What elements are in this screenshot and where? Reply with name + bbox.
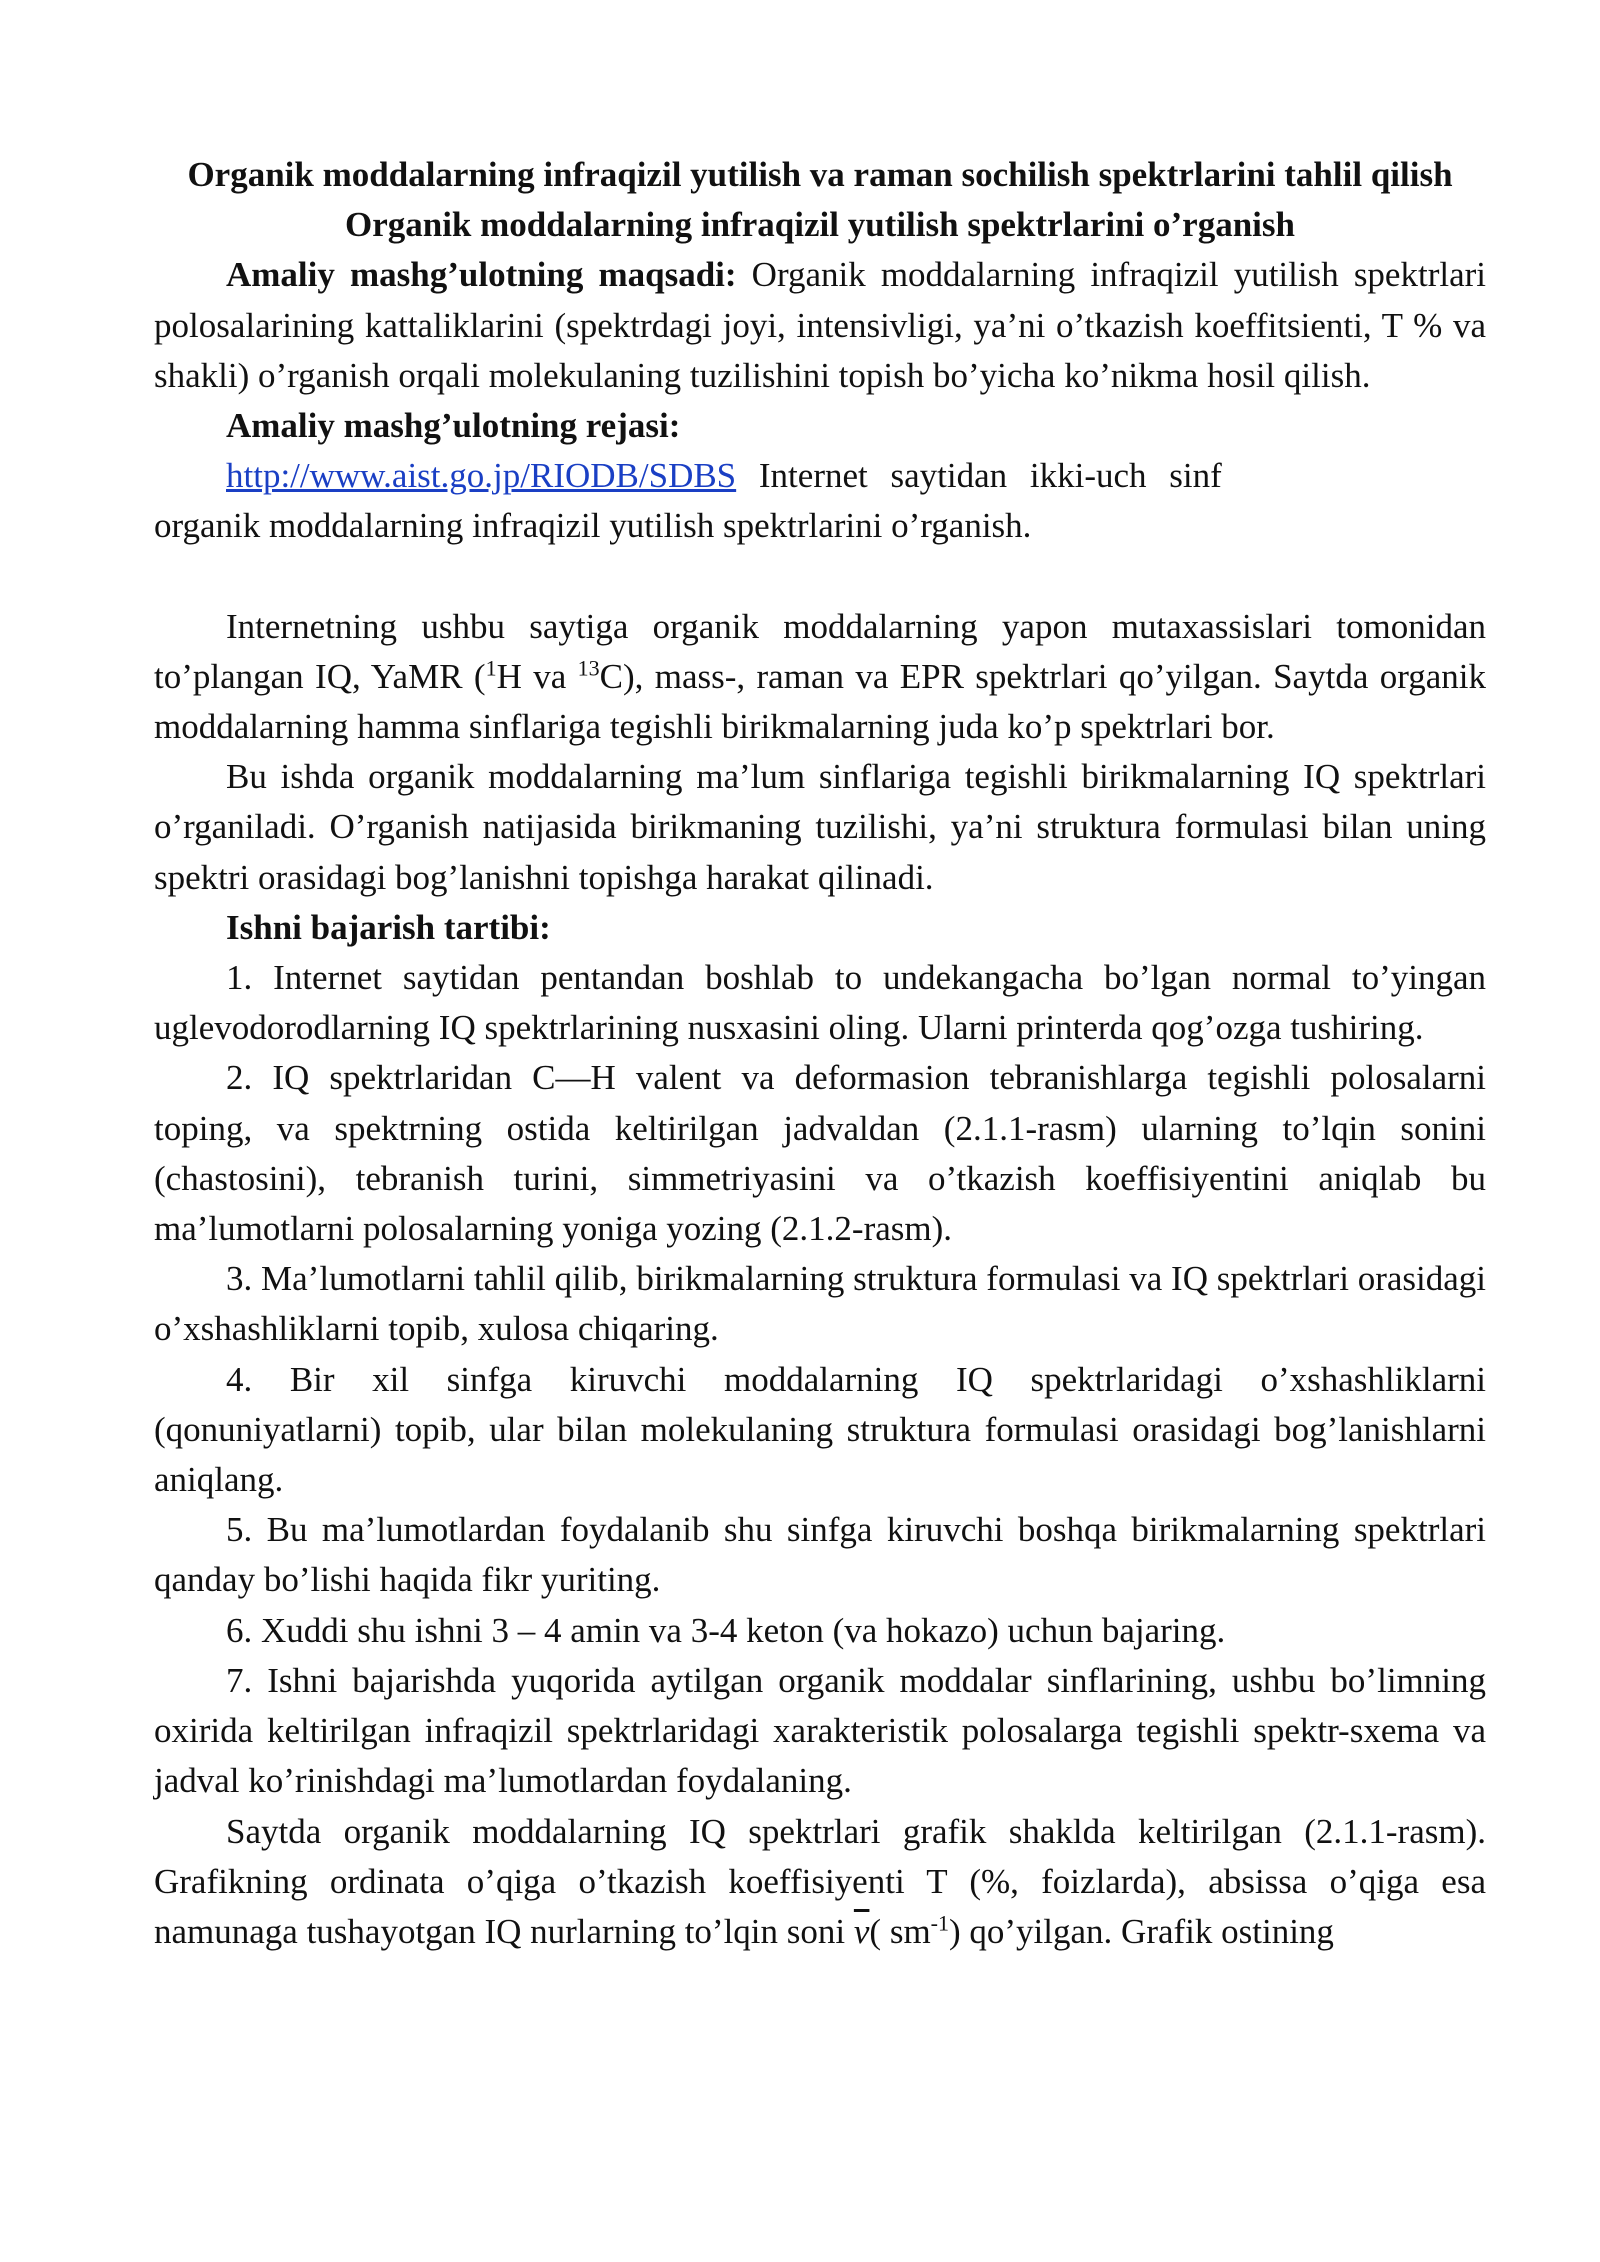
plan-line-2: organik moddalarning infraqizil yutilish spektrlarini o’rganish. bbox=[154, 506, 1032, 546]
blank-line bbox=[154, 552, 1486, 602]
intro-text-a: Internetning ushbu saytiga organik moddalarning yapon mutaxassislari tomonidan to’plangan IQ, YaMR ( bbox=[154, 606, 1486, 696]
procedure-step-6: 6. Xuddi shu ishni 3 – 4 amin va 3-4 keton (va hokazo) uchun bajaring. bbox=[226, 1610, 1226, 1650]
document-page bbox=[154, 150, 1486, 1957]
intro-paragraph-1 bbox=[154, 602, 1486, 753]
procedure-step-2: 2. IQ spektrlaridan C—H valent va deformasion tebranishlarga tegishli polosalarni toping, va spektrning ostida keltirilgan jadvaldan (2.1.1-rasm) ularning to’lqin sonini (chastosini), tebranish turini, simmetriyasini va o’tkazish koeffisiyentini aniqlab bu ma’lumotlarni polosalarning yoniga yozing (2.1.2-rasm). bbox=[154, 1058, 1486, 1249]
procedure-step-1: 1. Internet saytidan pentandan boshlab to undekangacha bo’lgan normal to’yingan uglevodorodlarning IQ spektrlarining nusxasini oling. Ularni printerda qog’ozga tushiring. bbox=[154, 958, 1486, 1048]
closing-paragraph bbox=[154, 1807, 1486, 1958]
goal-text: Organik moddalarning infraqizil yutilish spektrlari polosalarining kattaliklarini (spektrdagi joyi, intensivligi, ya’ni o’tkazish koeffitsienti, T % va shakli) o’rganish orqali molekulaning tuzilishini topish bo’yicha ko’nikma hosil qilish. bbox=[154, 255, 1486, 395]
procedure-step-5: 5. Bu ma’lumotlardan foydalanib shu sinfga kiruvchi boshqa birikmalarning spektrlari qanday bo’lishi haqida fikr yuriting. bbox=[154, 1510, 1486, 1600]
intro-text-b: H va bbox=[496, 656, 578, 696]
superscript-13: 13 bbox=[577, 655, 600, 681]
plan-link-line bbox=[154, 451, 1486, 501]
closing-text-c: ) qo’yilgan. Grafik ostining bbox=[949, 1911, 1334, 1951]
wavenumber-symbol: $\overline{\nu}$ bbox=[853, 1911, 870, 1951]
superscript-1: 1 bbox=[485, 655, 497, 681]
closing-text-b: ( sm bbox=[869, 1911, 931, 1951]
document-title: Organik moddalarning infraqizil yutilish va raman sochilish spektrlarini tahlil qilish bbox=[187, 155, 1453, 194]
superscript-minus-1: -1 bbox=[930, 1910, 949, 1936]
intro-paragraph-2: Bu ishda organik moddalarning ma’lum sinflariga tegishli birikmalarning IQ spektrlari o’rganiladi. O’rganish natijasida birikmaning tuzilishi, ya’ni struktura formulasi bilan uning spektri orasidagi bog’lanishni topishga harakat qilinadi. bbox=[154, 757, 1486, 897]
plan-link-trailing-text: Internet saytidan ikki-uch sinf bbox=[736, 456, 1222, 496]
procedure-step-7: 7. Ishni bajarishda yuqorida aytilgan organik moddalar sinflarining, ushbu bo’limning oxirida keltirilgan infraqizil spektrlaridagi xarakteristik polosalarga tegishli spektr-sxema va jadval ko’rinishdagi ma’lumotlardan foydalaning. bbox=[154, 1660, 1486, 1801]
intro-text-c: C), mass-, raman va EPR spektrlari qo’yilgan. Saytda organik moddalarning hamma sinflariga tegishli birikmalarning juda ko’p spektrlari bor. bbox=[154, 656, 1487, 747]
goal-paragraph bbox=[154, 250, 1486, 401]
procedure-step-3: 3. Ma’lumotlarni tahlil qilib, birikmalarning struktura formulasi va IQ spektrlari orasidagi o’xshashliklarni topib, xulosa chiqaring. bbox=[154, 1259, 1486, 1349]
goal-label: Amaliy mashg’ulotning maqsadi: bbox=[226, 255, 737, 295]
procedure-step-4: 4. Bir xil sinfga kiruvchi moddalarning IQ spektrlaridagi o’xshashliklarni (qonuniyatlarni) topib, ular bilan molekulaning struktura formulasi orasidagi bog’lanishlarni aniqlang. bbox=[154, 1359, 1486, 1500]
closing-text-a: Saytda organik moddalarning IQ spektrlari grafik shaklda keltirilgan (2.1.1-rasm). Grafikning ordinata o’qiga o’tkazish koeffisiyenti T (%, foizlarda), absissa o’qiga esa namunaga tushayotgan IQ nurlarning to’lqin soni bbox=[154, 1811, 1486, 1951]
procedure-heading: Ishni bajarish tartibi: bbox=[226, 907, 551, 947]
document-subtitle: Organik moddalarning infraqizil yutilish spektrlarini o’rganish bbox=[344, 205, 1295, 245]
sdbs-link[interactable]: http://www.aist.go.jp/RIODB/SDBS bbox=[226, 456, 737, 496]
plan-heading: Amaliy mashg’ulotning rejasi: bbox=[226, 406, 681, 446]
